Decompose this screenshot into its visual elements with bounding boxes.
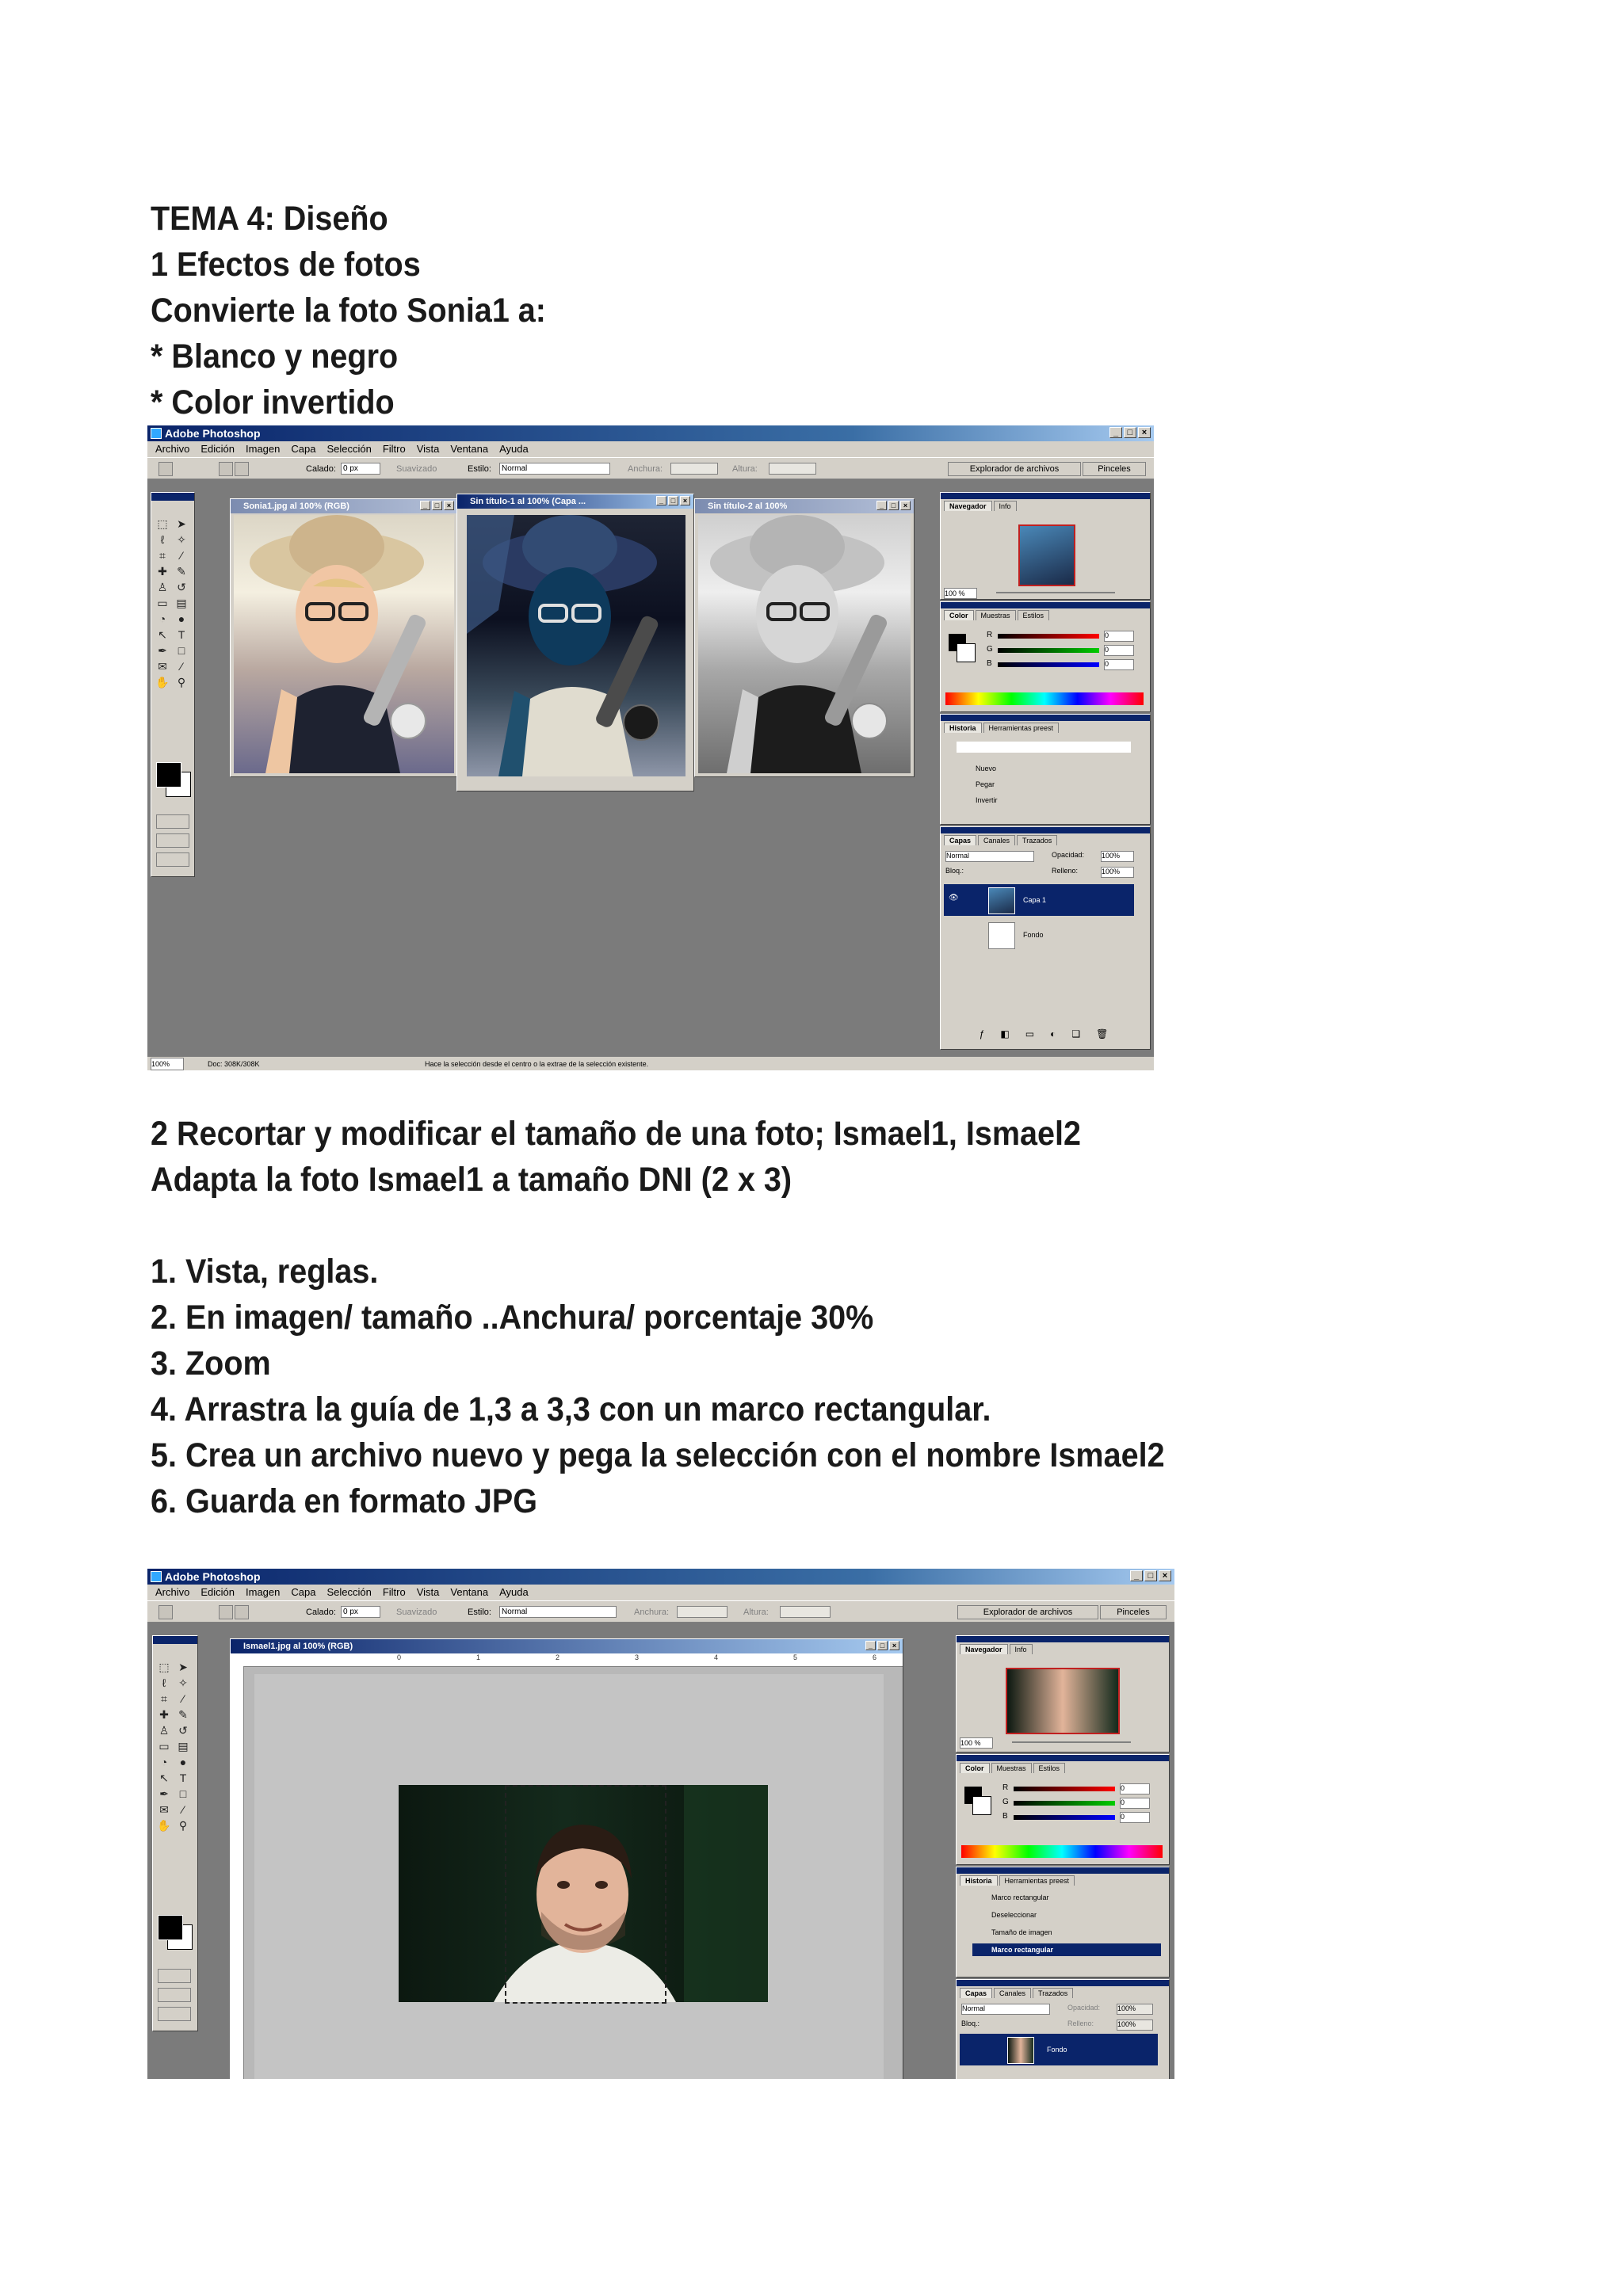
add-selection-icon[interactable]: [235, 462, 249, 476]
fill-field[interactable]: 100%: [1117, 2019, 1153, 2031]
zoom-tool-icon[interactable]: ⚲: [177, 676, 186, 688]
close-button[interactable]: ×: [1138, 427, 1151, 438]
app-titlebar: [147, 1569, 1174, 1585]
history-brush-icon[interactable]: ↺: [178, 1724, 188, 1737]
ruler-mark-5: 5: [793, 1653, 798, 1661]
options-bar: [147, 1600, 1174, 1623]
doc-close-button[interactable]: ×: [444, 501, 454, 510]
status-bar: [147, 1056, 1154, 1070]
menu-imagen[interactable]: Imagen: [246, 1586, 281, 1598]
blend-mode-select[interactable]: Normal: [945, 851, 1034, 862]
menu-bar: [147, 1585, 1174, 1600]
crop-tool-icon[interactable]: ⌗: [161, 1692, 167, 1705]
ruler-mark-4: 4: [714, 1653, 719, 1661]
gradient-tool-icon[interactable]: ▤: [176, 597, 187, 609]
channel-b-label: B: [987, 659, 992, 668]
blend-mode-select[interactable]: Normal: [961, 2004, 1050, 2015]
step-6: 6. Guarda en formato JPG: [151, 1482, 538, 1520]
lasso-tool-icon[interactable]: ℓ: [160, 533, 165, 546]
layer-thumb-fondo: [1007, 2037, 1034, 2064]
tab-layers[interactable]: Capas: [944, 835, 976, 845]
tab-tool-presets[interactable]: Herramientas preest: [983, 723, 1060, 733]
photoshop-logo-icon: [151, 1571, 162, 1582]
new-layer-icon[interactable]: ❑: [1071, 1028, 1081, 1039]
eraser-tool-icon[interactable]: ▭: [157, 597, 168, 609]
tab-history[interactable]: Historia: [960, 1875, 998, 1886]
feather-label: Calado:: [306, 1608, 336, 1617]
photoshop-screenshot-1: [147, 425, 1154, 1070]
new-selection-icon[interactable]: [219, 462, 233, 476]
bullet-black-white: * Blanco y negro: [151, 338, 399, 376]
maximize-button[interactable]: □: [1144, 1570, 1157, 1581]
menu-ventana[interactable]: Ventana: [450, 443, 489, 455]
channel-g-label: G: [987, 645, 993, 654]
path-select-icon[interactable]: ↖: [158, 628, 167, 641]
menu-filtro[interactable]: Filtro: [382, 1586, 406, 1598]
menu-capa[interactable]: Capa: [291, 1586, 316, 1598]
history-item-deseleccionar[interactable]: Deseleccionar: [991, 1911, 1037, 1919]
doc-close-button[interactable]: ×: [680, 496, 690, 505]
color-bg-swatch[interactable]: [972, 1796, 991, 1815]
step-1: 1. Vista, reglas.: [151, 1253, 379, 1291]
history-item-pegar[interactable]: Pegar: [976, 780, 995, 788]
trash-icon[interactable]: 🗑: [1096, 1028, 1109, 1039]
navigator-zoom-field[interactable]: 100 %: [960, 1737, 993, 1749]
menu-seleccion[interactable]: Selección: [327, 1586, 372, 1598]
navigator-thumbnail: [1018, 524, 1075, 586]
move-tool-icon[interactable]: ➤: [177, 517, 186, 530]
stamp-tool-icon[interactable]: ♙: [157, 581, 168, 593]
navigator-panel: [940, 492, 1151, 600]
quickmask-icon[interactable]: [158, 1969, 191, 1983]
healing-tool-icon[interactable]: ✚: [159, 1708, 169, 1721]
lasso-tool-icon[interactable]: ℓ: [162, 1676, 166, 1689]
layer-row-capa1[interactable]: [944, 884, 1134, 916]
tab-color[interactable]: Color: [960, 1763, 990, 1773]
doc-minimize-button[interactable]: _: [656, 496, 666, 505]
menu-vista[interactable]: Vista: [416, 1586, 440, 1598]
brushes-tab[interactable]: Pinceles: [1083, 462, 1146, 476]
tab-channels[interactable]: Canales: [994, 1988, 1031, 1998]
history-brush-icon[interactable]: ↺: [177, 581, 186, 593]
navigator-panel: [956, 1635, 1170, 1753]
gradient-tool-icon[interactable]: ▤: [178, 1740, 189, 1753]
marquee-tool-icon[interactable]: ⬚: [157, 517, 168, 530]
file-browser-tab[interactable]: Explorador de archivos: [957, 1605, 1098, 1619]
doc-maximize-button[interactable]: □: [888, 501, 899, 510]
menu-capa[interactable]: Capa: [291, 443, 316, 455]
tab-styles[interactable]: Estilos: [1033, 1763, 1066, 1773]
blue-slider[interactable]: [998, 662, 1099, 667]
menu-ventana[interactable]: Ventana: [450, 1586, 489, 1598]
photoshop-logo-icon: [151, 428, 162, 439]
app-title: Adobe Photoshop: [165, 1570, 261, 1583]
girl-portrait-inverted: [467, 515, 685, 776]
doc-window-inverted[interactable]: [456, 494, 694, 791]
notes-tool-icon[interactable]: ✉: [158, 660, 167, 673]
type-tool-icon[interactable]: T: [178, 628, 185, 641]
layer-row-fondo[interactable]: [944, 919, 1134, 951]
shape-tool-icon[interactable]: □: [178, 644, 185, 657]
step-5: 5. Crea un archivo nuevo y pega la selección con el nombre Ismael2: [151, 1436, 1165, 1474]
app-titlebar: [147, 425, 1154, 441]
photo-bw: [698, 515, 911, 773]
menu-edicion[interactable]: Edición: [200, 1586, 235, 1598]
adjustment-layer-icon[interactable]: ◐: [1050, 1028, 1056, 1039]
green-value[interactable]: 0: [1104, 645, 1134, 656]
hand-tool-icon[interactable]: ✋: [155, 676, 170, 688]
width-input[interactable]: [670, 463, 718, 475]
girl-portrait-bw: [698, 515, 911, 773]
doc-close-button[interactable]: ×: [889, 1641, 899, 1650]
green-slider[interactable]: [998, 648, 1099, 653]
new-selection-icon[interactable]: [219, 1605, 233, 1619]
step-4: 4. Arrastra la guía de 1,3 a 3,3 con un marco rectangular.: [151, 1390, 991, 1428]
menu-filtro[interactable]: Filtro: [382, 443, 406, 455]
color-bg-swatch[interactable]: [957, 643, 976, 662]
tab-info[interactable]: Info: [1010, 1644, 1033, 1654]
step-2: 2. En imagen/ tamaño ..Anchura/ porcentaje 30%: [151, 1299, 874, 1337]
lock-label: Bloq.:: [945, 867, 964, 875]
slice-tool-icon[interactable]: ⁄: [180, 549, 183, 562]
layer-name-capa1: Capa 1: [1023, 896, 1047, 904]
notes-tool-icon[interactable]: ✉: [159, 1803, 169, 1816]
doc-title: TEMA 4: Diseño: [151, 200, 388, 238]
exercise-2-instruction: Adapta la foto Ismael1 a tamaño DNI (2 x 3): [151, 1161, 792, 1199]
screen-mode-icon[interactable]: [156, 833, 189, 848]
ruler-mark-1: 1: [476, 1653, 481, 1661]
red-slider[interactable]: [998, 634, 1099, 639]
red-slider[interactable]: [1014, 1787, 1115, 1791]
style-label: Estilo:: [468, 1608, 491, 1617]
pen-tool-icon[interactable]: ✒: [159, 1787, 169, 1800]
tab-swatches[interactable]: Muestras: [976, 610, 1016, 620]
eraser-tool-icon[interactable]: ▭: [158, 1740, 170, 1753]
menu-vista[interactable]: Vista: [416, 443, 440, 455]
close-button[interactable]: ×: [1159, 1570, 1171, 1581]
marquee-preset-icon[interactable]: [158, 462, 173, 476]
layer-name-fondo: Fondo: [1047, 2046, 1067, 2054]
green-slider[interactable]: [1014, 1801, 1115, 1806]
menu-imagen[interactable]: Imagen: [246, 443, 281, 455]
width-label: Anchura:: [634, 1608, 670, 1617]
style-label: Estilo:: [468, 464, 491, 474]
antialias-checkbox[interactable]: Suavizado: [396, 1608, 437, 1617]
zoom-tool-icon[interactable]: ⚲: [178, 1819, 188, 1832]
doc-window-sonia1[interactable]: [230, 498, 458, 777]
navigator-zoom-field[interactable]: 100 %: [944, 588, 977, 599]
options-bar: [147, 457, 1154, 479]
menu-edicion[interactable]: Edición: [200, 443, 235, 455]
history-item-marco[interactable]: Marco rectangular: [991, 1894, 1049, 1901]
app-title: Adobe Photoshop: [165, 427, 261, 440]
antialias-checkbox[interactable]: Suavizado: [396, 464, 437, 474]
channel-g-label: G: [1002, 1798, 1009, 1806]
color-ramp[interactable]: [961, 1845, 1163, 1858]
fill-field[interactable]: 100%: [1101, 867, 1134, 878]
ruler-mark-6: 6: [873, 1653, 877, 1661]
tool-grid: [155, 517, 189, 689]
dodge-tool-icon[interactable]: ●: [178, 612, 185, 625]
doc-window-ismael1[interactable]: [230, 1638, 903, 2079]
bullet-inverted-color: * Color invertido: [151, 383, 395, 421]
doc-title-inverted: Sin título-1 al 100% (Capa ...: [470, 497, 586, 506]
width-label: Anchura:: [628, 464, 663, 474]
tab-navigator[interactable]: Navegador: [944, 501, 992, 511]
doc-maximize-button[interactable]: □: [877, 1641, 888, 1650]
path-select-icon[interactable]: ↖: [159, 1772, 169, 1784]
menu-archivo[interactable]: Archivo: [155, 1586, 190, 1598]
history-panel: [940, 714, 1151, 825]
type-tool-icon[interactable]: T: [179, 1772, 187, 1784]
doc-title-bw: Sin título-2 al 100%: [708, 502, 788, 511]
blur-tool-icon[interactable]: ◔: [160, 1756, 168, 1768]
toolbox: [152, 1635, 198, 2031]
navigator-thumbnail: [1006, 1668, 1120, 1734]
exercise-1-instruction: Convierte la foto Sonia1 a:: [151, 292, 546, 330]
history-item-tamano[interactable]: Tamaño de imagen: [991, 1928, 1052, 1936]
color-panel: [956, 1754, 1170, 1865]
toolbox: [151, 492, 195, 877]
history-snapshot[interactable]: [957, 742, 1131, 753]
channel-r-label: R: [987, 631, 993, 639]
opacity-field[interactable]: 100%: [1101, 851, 1134, 862]
height-input[interactable]: [769, 463, 816, 475]
tab-paths[interactable]: Trazados: [1017, 835, 1057, 845]
height-label: Altura:: [743, 1608, 769, 1617]
history-item-marco-selected[interactable]: Marco rectangular: [972, 1943, 1161, 1956]
screen-mode-icon[interactable]: [158, 1988, 191, 2002]
quickmask-icon[interactable]: [156, 814, 189, 829]
photoshop-screenshot-2: [147, 1569, 1174, 2079]
red-value[interactable]: 0: [1104, 631, 1134, 642]
fill-label: Relleno:: [1067, 2019, 1094, 2027]
stamp-tool-icon[interactable]: ♙: [158, 1724, 170, 1737]
layer-mask-icon[interactable]: ◧: [1000, 1028, 1010, 1039]
layer-set-icon[interactable]: ▭: [1025, 1028, 1035, 1039]
doc-title-ismael1: Ismael1.jpg al 100% (RGB): [243, 1642, 353, 1651]
marquee-preset-icon[interactable]: [158, 1605, 173, 1619]
channel-b-label: B: [1002, 1812, 1008, 1821]
maximize-button[interactable]: □: [1124, 427, 1136, 438]
style-select[interactable]: Normal: [499, 463, 610, 475]
foreground-color-swatch[interactable]: [158, 1915, 183, 1940]
menu-bar: [147, 441, 1154, 457]
exercise-1-heading: 1 Efectos de fotos: [151, 246, 421, 284]
status-doc-size: Doc: 308K/308K: [208, 1060, 260, 1068]
navigator-zoom-slider[interactable]: [996, 592, 1115, 593]
layer-actions: [949, 1028, 1139, 1044]
doc-window-bw[interactable]: [694, 498, 915, 777]
history-item-nuevo[interactable]: Nuevo: [976, 765, 997, 772]
tab-color[interactable]: Color: [944, 610, 974, 620]
doc-minimize-button[interactable]: _: [876, 501, 887, 510]
healing-tool-icon[interactable]: ✚: [158, 565, 167, 578]
slice-tool-icon[interactable]: ⁄: [181, 1692, 185, 1705]
doc-maximize-button[interactable]: □: [432, 501, 442, 510]
magic-wand-icon[interactable]: ✧: [177, 533, 186, 546]
feather-label: Calado:: [306, 464, 336, 474]
channel-r-label: R: [1002, 1783, 1009, 1792]
magic-wand-icon[interactable]: ✧: [178, 1676, 188, 1689]
shape-tool-icon[interactable]: □: [179, 1787, 187, 1800]
green-value[interactable]: 0: [1120, 1798, 1150, 1809]
pen-tool-icon[interactable]: ✒: [158, 644, 167, 657]
window-controls: [1130, 1570, 1171, 1581]
doc-minimize-button[interactable]: _: [865, 1641, 876, 1650]
doc-close-button[interactable]: ×: [900, 501, 911, 510]
lock-label: Bloq.:: [961, 2019, 980, 2027]
add-selection-icon[interactable]: [235, 1605, 249, 1619]
fill-label: Relleno:: [1052, 867, 1079, 875]
blue-value[interactable]: 0: [1104, 659, 1134, 670]
tab-styles[interactable]: Estilos: [1018, 610, 1050, 620]
exercise-2-heading: 2 Recortar y modificar el tamaño de una foto; Ismael1, Ismael2: [151, 1115, 1082, 1153]
jump-to-imageready-icon[interactable]: [156, 852, 189, 867]
menu-seleccion[interactable]: Selección: [327, 443, 372, 455]
foreground-color-swatch[interactable]: [156, 762, 181, 788]
tab-history[interactable]: Historia: [944, 723, 982, 733]
marquee-tool-icon[interactable]: ⬚: [158, 1661, 170, 1673]
tab-swatches[interactable]: Muestras: [991, 1763, 1032, 1773]
brush-tool-icon[interactable]: ✎: [177, 565, 186, 578]
hand-tool-icon[interactable]: ✋: [157, 1819, 171, 1832]
visibility-eye-icon[interactable]: 👁: [949, 894, 959, 902]
status-hint: Hace la selección desde el centro o la extrae de la selección existente.: [425, 1060, 649, 1068]
layer-thumb-fondo: [988, 922, 1015, 949]
color-panel: [940, 601, 1151, 712]
photo-inverted: [467, 515, 685, 776]
color-ramp[interactable]: [945, 692, 1144, 705]
rectangular-selection[interactable]: [505, 1785, 666, 2004]
girl-portrait-color: [234, 515, 454, 773]
tab-navigator[interactable]: Navegador: [960, 1644, 1008, 1654]
move-tool-icon[interactable]: ➤: [178, 1661, 188, 1673]
layer-name-fondo: Fondo: [1023, 931, 1044, 939]
ruler-mark-2: 2: [556, 1653, 560, 1661]
layers-panel: [956, 1979, 1170, 2079]
photo-color: [234, 515, 454, 773]
height-input[interactable]: [780, 1606, 831, 1618]
tab-channels[interactable]: Canales: [978, 835, 1015, 845]
tab-tool-presets[interactable]: Herramientas preest: [999, 1875, 1075, 1886]
history-item-invertir[interactable]: Invertir: [976, 796, 998, 804]
style-select[interactable]: Normal: [499, 1606, 617, 1618]
layers-panel: [940, 826, 1151, 1050]
jump-to-imageready-icon[interactable]: [158, 2007, 191, 2021]
window-controls: [1109, 427, 1151, 438]
layer-row-fondo[interactable]: [960, 2034, 1158, 2065]
doc-minimize-button[interactable]: _: [420, 501, 430, 510]
layer-thumb-capa1: [988, 887, 1015, 914]
navigator-zoom-slider[interactable]: [1012, 1741, 1131, 1743]
blue-slider[interactable]: [1014, 1815, 1115, 1820]
vertical-ruler[interactable]: [231, 1666, 244, 2079]
height-label: Altura:: [732, 464, 758, 474]
menu-ayuda[interactable]: Ayuda: [499, 443, 529, 455]
tool-grid: [156, 1660, 191, 1833]
feather-input[interactable]: 0 px: [341, 463, 380, 475]
red-value[interactable]: 0: [1120, 1783, 1150, 1794]
blue-value[interactable]: 0: [1120, 1812, 1150, 1823]
minimize-button[interactable]: _: [1109, 427, 1122, 438]
opacity-label: Opacidad:: [1067, 2004, 1101, 2012]
layer-style-icon[interactable]: ƒ: [979, 1028, 985, 1039]
opacity-label: Opacidad:: [1052, 851, 1085, 859]
minimize-button[interactable]: _: [1130, 1570, 1143, 1581]
tab-info[interactable]: Info: [994, 501, 1017, 511]
step-3: 3. Zoom: [151, 1344, 271, 1383]
menu-archivo[interactable]: Archivo: [155, 443, 190, 455]
eyedropper-icon[interactable]: ⁄: [181, 1803, 185, 1816]
horizontal-ruler[interactable]: [231, 1653, 903, 1667]
ruler-mark-3: 3: [635, 1653, 640, 1661]
brush-tool-icon[interactable]: ✎: [178, 1708, 188, 1721]
menu-ayuda[interactable]: Ayuda: [499, 1586, 529, 1598]
crop-tool-icon[interactable]: ⌗: [159, 549, 166, 562]
opacity-field[interactable]: 100%: [1117, 2004, 1153, 2015]
feather-input[interactable]: 0 px: [341, 1606, 380, 1618]
width-input[interactable]: [677, 1606, 727, 1618]
doc-title-sonia1: Sonia1.jpg al 100% (RGB): [243, 502, 349, 511]
ruler-mark-0: 0: [397, 1653, 402, 1661]
eyedropper-icon[interactable]: ⁄: [180, 660, 183, 673]
brushes-tab[interactable]: Pinceles: [1100, 1605, 1167, 1619]
history-panel: [956, 1867, 1170, 1978]
blur-tool-icon[interactable]: ◔: [158, 612, 166, 625]
dodge-tool-icon[interactable]: ●: [179, 1756, 187, 1768]
status-zoom[interactable]: 100%: [151, 1058, 184, 1070]
tab-paths[interactable]: Trazados: [1033, 1988, 1073, 1998]
tab-layers[interactable]: Capas: [960, 1988, 992, 1998]
doc-maximize-button[interactable]: □: [668, 496, 678, 505]
file-browser-tab[interactable]: Explorador de archivos: [948, 462, 1081, 476]
